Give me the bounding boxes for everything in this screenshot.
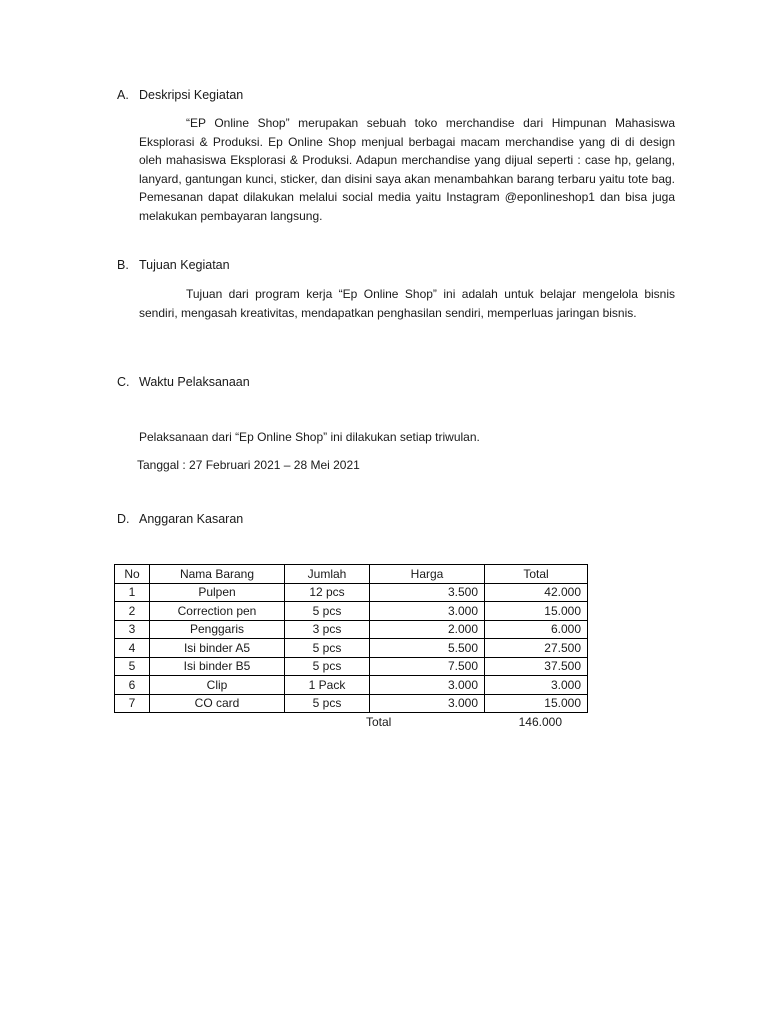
header-no: No xyxy=(115,565,150,584)
description-paragraph: “EP Online Shop” merupakan sebuah toko merchandise dari Himpunan Mahasiswa Eksplorasi & Produksi. Ep Online Shop menjual berbagai macam merchandise yang di di design oleh mahasiswa Eksplorasi & Produksi. Adapun merchandise yang dijual seperti : case hp, gelang, lanyard, gantungan kunci, sticker, dan disini saya akan menambahkan barang terbaru yaitu tote bag. Pemesanan dapat dilakukan melalui social media yaitu Instagram @eponlineshop1 dan bisa juga melakukan pembayaran langsung. xyxy=(139,116,675,223)
cell-no: 2 xyxy=(115,602,150,621)
grand-total-row xyxy=(366,715,562,729)
grand-total-value: 146.000 xyxy=(518,715,562,729)
table-row xyxy=(115,639,588,658)
cell-item-name: Penggaris xyxy=(150,620,285,639)
section-letter: D. xyxy=(117,512,130,526)
section-d-heading xyxy=(117,512,243,526)
table-header-row xyxy=(115,565,588,584)
purpose-paragraph: Tujuan dari program kerja “Ep Online Shop” ini adalah untuk belajar mengelola bisnis sendiri, mengasah kreativitas, mendapatkan penghasilan sendiri, memperluas jaringan bisnis. xyxy=(139,287,675,320)
section-c-heading xyxy=(117,375,250,389)
cell-total: 15.000 xyxy=(485,694,588,713)
section-title: Waktu Pelaksanaan xyxy=(139,375,250,389)
section-letter: B. xyxy=(117,258,129,272)
cell-item-name: Correction pen xyxy=(150,602,285,621)
section-letter: C. xyxy=(117,375,130,389)
cell-no: 3 xyxy=(115,620,150,639)
cell-total: 15.000 xyxy=(485,602,588,621)
budget-table xyxy=(114,564,588,713)
cell-item-name: Isi binder A5 xyxy=(150,639,285,658)
cell-total: 6.000 xyxy=(485,620,588,639)
cell-quantity: 5 pcs xyxy=(285,602,370,621)
cell-price: 2.000 xyxy=(370,620,485,639)
table-row xyxy=(115,620,588,639)
table-row xyxy=(115,602,588,621)
table-row xyxy=(115,676,588,695)
cell-total: 37.500 xyxy=(485,657,588,676)
cell-no: 7 xyxy=(115,694,150,713)
table-row xyxy=(115,694,588,713)
section-b-heading xyxy=(117,258,230,272)
cell-no: 1 xyxy=(115,583,150,602)
cell-no: 6 xyxy=(115,676,150,695)
cell-price: 5.500 xyxy=(370,639,485,658)
section-letter: A. xyxy=(117,88,129,102)
cell-item-name: CO card xyxy=(150,694,285,713)
section-title: Anggaran Kasaran xyxy=(139,512,244,526)
cell-quantity: 3 pcs xyxy=(285,620,370,639)
cell-price: 7.500 xyxy=(370,657,485,676)
cell-quantity: 1 Pack xyxy=(285,676,370,695)
cell-quantity: 5 pcs xyxy=(285,694,370,713)
header-item-name: Nama Barang xyxy=(150,565,285,584)
table-row xyxy=(115,583,588,602)
cell-quantity: 12 pcs xyxy=(285,583,370,602)
cell-no: 5 xyxy=(115,657,150,676)
table-row xyxy=(115,657,588,676)
cell-item-name: Isi binder B5 xyxy=(150,657,285,676)
cell-price: 3.000 xyxy=(370,676,485,695)
cell-item-name: Pulpen xyxy=(150,583,285,602)
cell-quantity: 5 pcs xyxy=(285,639,370,658)
grand-total-label: Total xyxy=(366,715,392,729)
section-title: Deskripsi Kegiatan xyxy=(139,88,244,102)
cell-no: 4 xyxy=(115,639,150,658)
header-total: Total xyxy=(485,565,588,584)
cell-total: 3.000 xyxy=(485,676,588,695)
header-price: Harga xyxy=(370,565,485,584)
cell-total: 42.000 xyxy=(485,583,588,602)
schedule-statement: Pelaksanaan dari “Ep Online Shop” ini dilakukan setiap triwulan. xyxy=(139,430,480,444)
cell-price: 3.000 xyxy=(370,602,485,621)
section-title: Tujuan Kegiatan xyxy=(139,258,230,272)
section-a-heading xyxy=(117,88,243,102)
cell-quantity: 5 pcs xyxy=(285,657,370,676)
schedule-date: Tanggal : 27 Februari 2021 – 28 Mei 2021 xyxy=(137,458,360,472)
cell-price: 3.500 xyxy=(370,583,485,602)
cell-item-name: Clip xyxy=(150,676,285,695)
header-quantity: Jumlah xyxy=(285,565,370,584)
cell-total: 27.500 xyxy=(485,639,588,658)
cell-price: 3.000 xyxy=(370,694,485,713)
